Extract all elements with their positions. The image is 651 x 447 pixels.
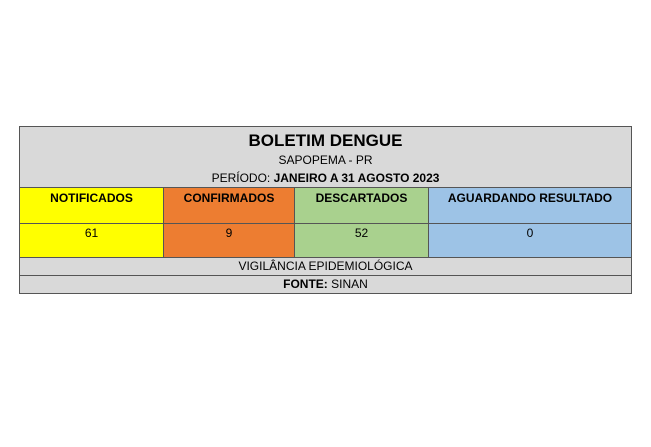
header-confirmados: CONFIRMADOS — [164, 188, 295, 224]
source-value: SINAN — [331, 277, 368, 291]
source-label: FONTE: — [283, 277, 328, 291]
period-value: JANEIRO A 31 AGOSTO 2023 — [273, 171, 440, 185]
value-confirmados: 9 — [164, 224, 295, 258]
value-aguardando-resultado: 0 — [429, 224, 631, 258]
footer-source — [20, 276, 631, 293]
footer-department: VIGILÂNCIA EPIDEMIOLÓGICA — [20, 258, 631, 276]
value-descartados: 52 — [295, 224, 429, 258]
header-notificados: NOTIFICADOS — [20, 188, 164, 224]
bulletin-period — [20, 169, 631, 187]
category-header-row — [20, 188, 631, 224]
bulletin-title: BOLETIM DENGUE — [248, 131, 403, 150]
period-label: PERÍODO: — [211, 171, 271, 185]
category-value-row — [20, 224, 631, 258]
dengue-bulletin-table — [19, 126, 632, 294]
header-descartados: DESCARTADOS — [295, 188, 429, 224]
header-aguardando-resultado: AGUARDANDO RESULTADO — [429, 188, 631, 224]
value-notificados: 61 — [20, 224, 164, 258]
bulletin-location: SAPOPEMA - PR — [278, 153, 373, 167]
bulletin-header — [20, 127, 631, 188]
